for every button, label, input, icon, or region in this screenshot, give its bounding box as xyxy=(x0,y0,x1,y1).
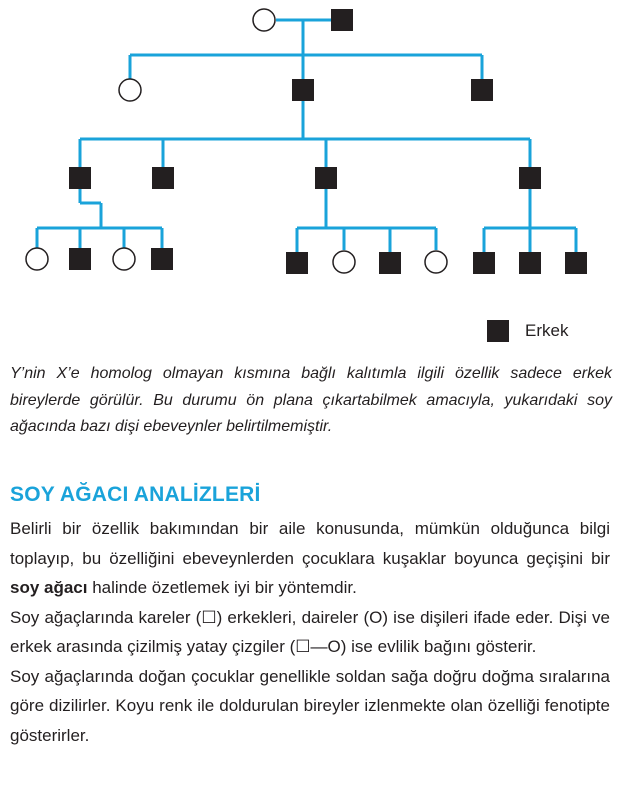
male-affected xyxy=(565,252,587,274)
male-affected xyxy=(286,252,308,274)
female-unaffected xyxy=(113,248,135,270)
bold-term: soy ağacı xyxy=(10,578,88,597)
paragraph-2: Soy ağaçlarında kareler (☐) erkekleri, daireler (O) ise dişileri ifade eder. Dişi ve erkek arasında çizilmiş yatay çizgiler (☐—O) ise evlilik bağını gösterir. xyxy=(10,607,610,656)
section-title: SOY AĞACI ANALİZLERİ xyxy=(10,483,261,506)
male-affected xyxy=(331,9,353,31)
male-affected xyxy=(519,252,541,274)
female-unaffected xyxy=(26,248,48,270)
male-affected xyxy=(379,252,401,274)
female-unaffected xyxy=(333,251,355,273)
paragraph-1: Belirli bir özellik bakımından bir aile konusunda, mümkün olduğunca bilgi toplayıp, bu özelliğini ebeveynlerden çocuklara kuşaklar boyunca geçişini bir soy ağacı halinde özetlemek iyi bir yöntemdir. xyxy=(10,519,610,597)
male-affected xyxy=(292,79,314,101)
male-affected xyxy=(519,167,541,189)
pedigree-lines xyxy=(37,20,576,252)
legend xyxy=(487,320,568,342)
male-affected xyxy=(69,248,91,270)
male-affected xyxy=(471,79,493,101)
paragraph-3: Soy ağaçlarında doğan çocuklar genellikle soldan sağa doğru doğma sıralarına göre dizilirler. Koyu renk ile doldurulan bireyler izlenmekte olan özelliği fenotipte gösterirler. xyxy=(10,666,610,745)
male-affected xyxy=(151,248,173,270)
male-affected xyxy=(315,167,337,189)
body-text xyxy=(10,514,610,750)
female-unaffected xyxy=(425,251,447,273)
pedigree-chart xyxy=(0,0,619,300)
legend-male-square-icon xyxy=(487,320,509,342)
legend-male-label: Erkek xyxy=(525,321,569,340)
female-unaffected xyxy=(253,9,275,31)
male-affected xyxy=(152,167,174,189)
male-affected xyxy=(69,167,91,189)
figure-caption: Y’nin X’e homolog olmayan kısmına bağlı kalıtımla ilgili özellik sadece erkek bireylerde görülür. Bu durumu ön plana çıkartabilmek amacıyla, yukarıdaki soy ağacında bazı dişi ebeveynler belirtilmemiştir. xyxy=(10,365,612,435)
male-affected xyxy=(473,252,495,274)
female-unaffected xyxy=(119,79,141,101)
